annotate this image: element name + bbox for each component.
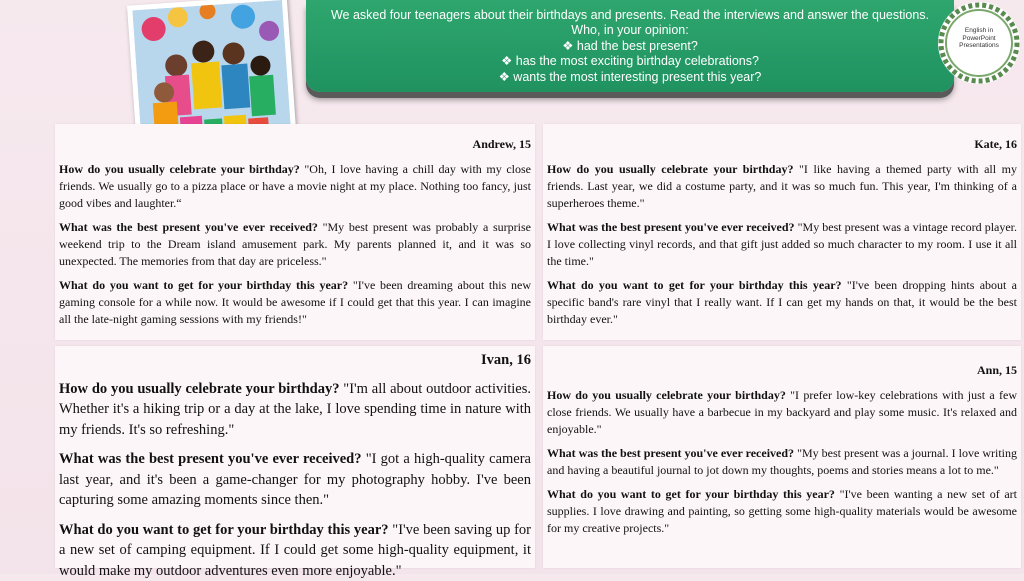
interview-answer	[547, 161, 1017, 212]
instructions-text: We asked four teenagers about their birthdays and presents. Read the interviews and answer the questions.	[306, 8, 954, 23]
answer-text: "I'm all about outdoor activities. Whether it's a hiking trip or a day at the lake, I love spending time in nature with my friends. It's so refreshing."	[59, 381, 531, 438]
answer-text: "I've been wanting a new set of art supplies. I love drawing and painting, so getting some high-quality materials would be awesome for my creative projects."	[547, 487, 1017, 535]
answer-text: "I've been dreaming about this new gaming console for a while now. It would be awesome if I could get that this year. I can imagine all the late-night gaming sessions with my friends!"	[59, 278, 531, 326]
answer-text: "My best present was probably a surprise weekend trip to the Dream island amusement park. My parents planned it, and it was so unexpected. The memories from that day are priceless."	[59, 220, 531, 268]
instructions-banner	[306, 0, 954, 92]
interview-question: How do you usually celebrate your birthday?	[547, 162, 793, 176]
interview-answer	[59, 161, 531, 212]
interview-answer	[59, 520, 531, 581]
interview-question: What was the best present you've ever received?	[547, 446, 794, 460]
answer-text: "I've been saving up for a new set of camping equipment. If I could get some high-quality equipment, it would make my outdoor adventures even more enjoyable."	[59, 522, 531, 579]
answer-text: "My best present was a journal. I love writing and having a beautiful journal to jot down my thoughts, poems and stories means a lot to me."	[547, 446, 1017, 477]
question-interesting-present: ❖ wants the most interesting present this year?	[306, 70, 954, 85]
question-best-present: ❖ had the best present?	[306, 39, 954, 54]
english-ppt-logo	[938, 2, 1020, 84]
interviewee-name: Andrew, 15	[59, 136, 531, 153]
interview-question: What do you want to get for your birthday this year?	[59, 278, 348, 292]
logo-text: English in PowerPoint Presentations	[951, 27, 1007, 50]
interview-card-ann	[543, 346, 1021, 568]
interview-answer	[547, 486, 1017, 537]
interview-card-andrew	[55, 124, 535, 340]
interviewee-name: Ann, 15	[547, 362, 1017, 379]
interview-question: How do you usually celebrate your birthday?	[547, 388, 786, 402]
interview-question: What do you want to get for your birthday this year?	[547, 487, 835, 501]
interview-answer	[59, 277, 531, 328]
interview-answer	[59, 219, 531, 270]
interview-answer	[547, 387, 1017, 438]
interview-card-ivan	[55, 346, 535, 568]
answer-text: "I've been dropping hints about a specific band's rare vinyl that I really want. If I can get my hands on that, it would be the best birthday ever."	[547, 278, 1017, 326]
instructions-subtitle: Who, in your opinion:	[306, 23, 954, 38]
answer-text: "I like having a themed party with all my friends. Last year, we did a costume party, and it was so much fun. This year, I'm thinking of a superheroes theme."	[547, 162, 1017, 210]
interview-question: How do you usually celebrate your birthday?	[59, 381, 339, 397]
interview-answer	[547, 277, 1017, 328]
interviewee-name: Ivan, 16	[59, 350, 531, 371]
interview-question: What was the best present you've ever received?	[59, 451, 362, 467]
answer-text: "I prefer low-key celebrations with just a few close friends. We usually have a barbecue in my backyard and play some music. It's relaxed and enjoyable."	[547, 388, 1017, 436]
answer-text: "I got a high-quality camera last year, and it's been a game-changer for my photography hobby. I've been capturing some amazing moments since then."	[59, 451, 531, 508]
interview-answer	[59, 379, 531, 441]
interview-answer	[547, 219, 1017, 270]
interview-answer	[547, 445, 1017, 479]
answer-text: "Oh, I love having a chill day with my close friends. We usually go to a pizza place or have a movie night at my place. Nothing too fancy, just good vibes and laughter.“	[59, 162, 531, 210]
question-exciting-celebrations: ❖ has the most exciting birthday celebrations?	[306, 54, 954, 69]
interview-question: What do you want to get for your birthday this year?	[547, 278, 842, 292]
interview-answer	[59, 449, 531, 511]
interview-question: What do you want to get for your birthday this year?	[59, 522, 389, 538]
interview-question: What was the best present you've ever received?	[59, 220, 318, 234]
interview-question: What was the best present you've ever received?	[547, 220, 795, 234]
interview-question: How do you usually celebrate your birthday?	[59, 162, 300, 176]
answer-text: "My best present was a vintage record player. I love collecting vinyl records, and that gift just added so much character to my room. I use it all the time."	[547, 220, 1017, 268]
interview-card-kate	[543, 124, 1021, 340]
interviewee-name: Kate, 16	[547, 136, 1017, 153]
